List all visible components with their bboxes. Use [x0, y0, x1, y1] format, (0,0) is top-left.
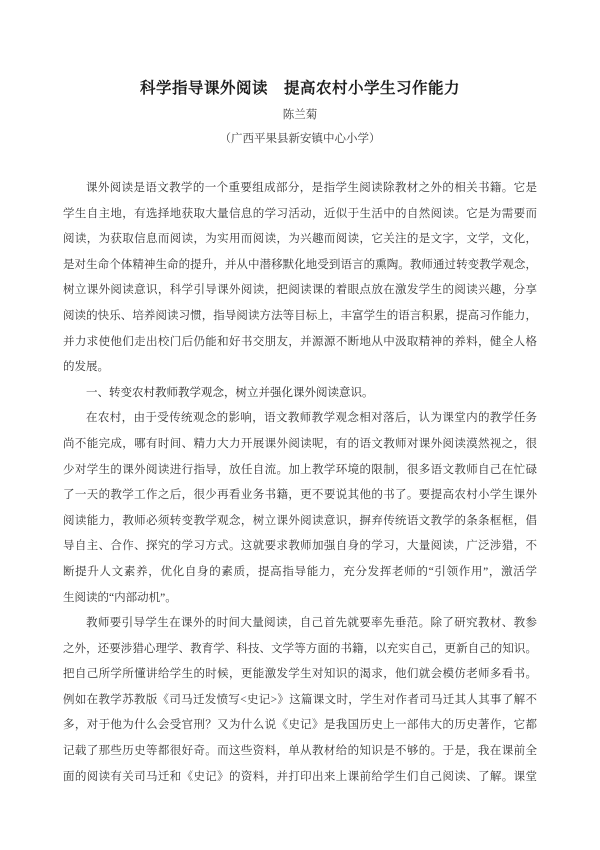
paragraph-line: 教师要引导学生在课外的时间大量阅读，自己首先就要率先垂范。除了研究教材、教参 — [86, 617, 537, 630]
paragraph-line: 阅读能力，教师必须转变教学观念，树立课外阅读意识，摒弃传统语文教学的条条框框，倡 — [63, 514, 537, 527]
paragraph-line: 阅读，为获取信息而阅读，为实用而阅读，为兴趣而阅读，它关注的是文字，文学，文化， — [63, 233, 537, 246]
paragraph-line: 的发展。 — [63, 361, 109, 374]
paragraph-line: 多，对于他为什么会受官刑？又为什么说《史记》是我国历史上一部伟大的历史著作，它都 — [63, 719, 537, 732]
paragraph-line: 课外阅读是语文教学的一个重要组成部分，是指学生阅读除教材之外的相关书籍。它是 — [86, 182, 537, 194]
paragraph-line: 树立课外阅读意识，科学引导课外阅读，把阅读课的着眼点放在激发学生的阅读兴趣，分享 — [63, 284, 537, 297]
paragraph-line: 学生自主地，有选择地获取大量信息的学习活动，近似于生活中的自然阅读。它是为需要而 — [63, 207, 537, 220]
document-title: 科学指导课外阅读 提高农村小学生习作能力 — [139, 80, 460, 97]
paragraph-line: 面的阅读有关司马迁和《史记》的资料，并打印出来上课前给学生们自己阅读、了解。课堂 — [63, 770, 537, 783]
paragraph-line: 在农村，由于受传统观念的影响，语文教师教学观念相对落后，认为课堂内的教学任务 — [86, 412, 537, 425]
author-name: 陈兰菊 — [282, 109, 318, 121]
paragraph-line: 断提升人文素养，优化自身的素质，提高指导能力，充分发挥老师的“引领作用”，激活学 — [63, 565, 537, 578]
section-heading: 一、转变农村教师教学观念，树立并强化课外阅读意识。 — [86, 386, 374, 399]
paragraph-line: 尚不能完成，哪有时间、精力大力开展课外阅读呢，有的语文教师对课外阅读漠然视之，很 — [63, 437, 537, 450]
paragraph-line: 了一天的教学工作之后，很少再看业务书籍，更不要说其他的书了。要提高农村小学生课外 — [63, 489, 537, 502]
paragraph-line: 记载了那些历史等都很好奇。而这些资料，单从教材给的知识是不够的。于是，我在课前全 — [63, 745, 537, 758]
paragraph-line: 导自主、合作、探究的学习方式。这就要求教师加强自身的学习，大量阅读，广泛涉猎，不 — [63, 540, 537, 553]
paragraph-line: 阅读的快乐、培养阅读习惯，指导阅读方法等目标上，丰富学生的语言积累，提高习作能力， — [63, 309, 537, 322]
document-body — [63, 176, 537, 790]
paragraph-line: 生阅读的“内部动机”。 — [63, 591, 177, 604]
paragraph-line: 是对生命个体精神生命的提升，并从中潜移默化地受到语言的熏陶。教师通过转变教学观念， — [63, 258, 537, 271]
paragraph-line: 把自己所学所懂讲给学生的时候，更能激发学生对知识的渴求，他们就会模仿老师多看书。 — [63, 668, 537, 681]
paragraph-line: 例如在教学苏教版《司马迁发愤写<史记>》这篇课文时，学生对作者司马迁其人其事了解不 — [63, 693, 537, 706]
paragraph-line: 少对学生的课外阅读进行指导，放任自流。加上教学环境的限制，很多语文教师自己在忙碌 — [63, 463, 537, 476]
paragraph-line: 并力求使他们走出校门后仍能和好书交朋友，并源源不断地从中汲取精神的养料，健全人格 — [63, 335, 537, 348]
paragraph-line: 之外，还要涉猎心理学、教育学、科技、文学等方面的书籍，以充实自己，更新自己的知识。 — [63, 642, 537, 655]
author-affiliation: （广西平果县新安镇中心小学） — [219, 133, 381, 145]
